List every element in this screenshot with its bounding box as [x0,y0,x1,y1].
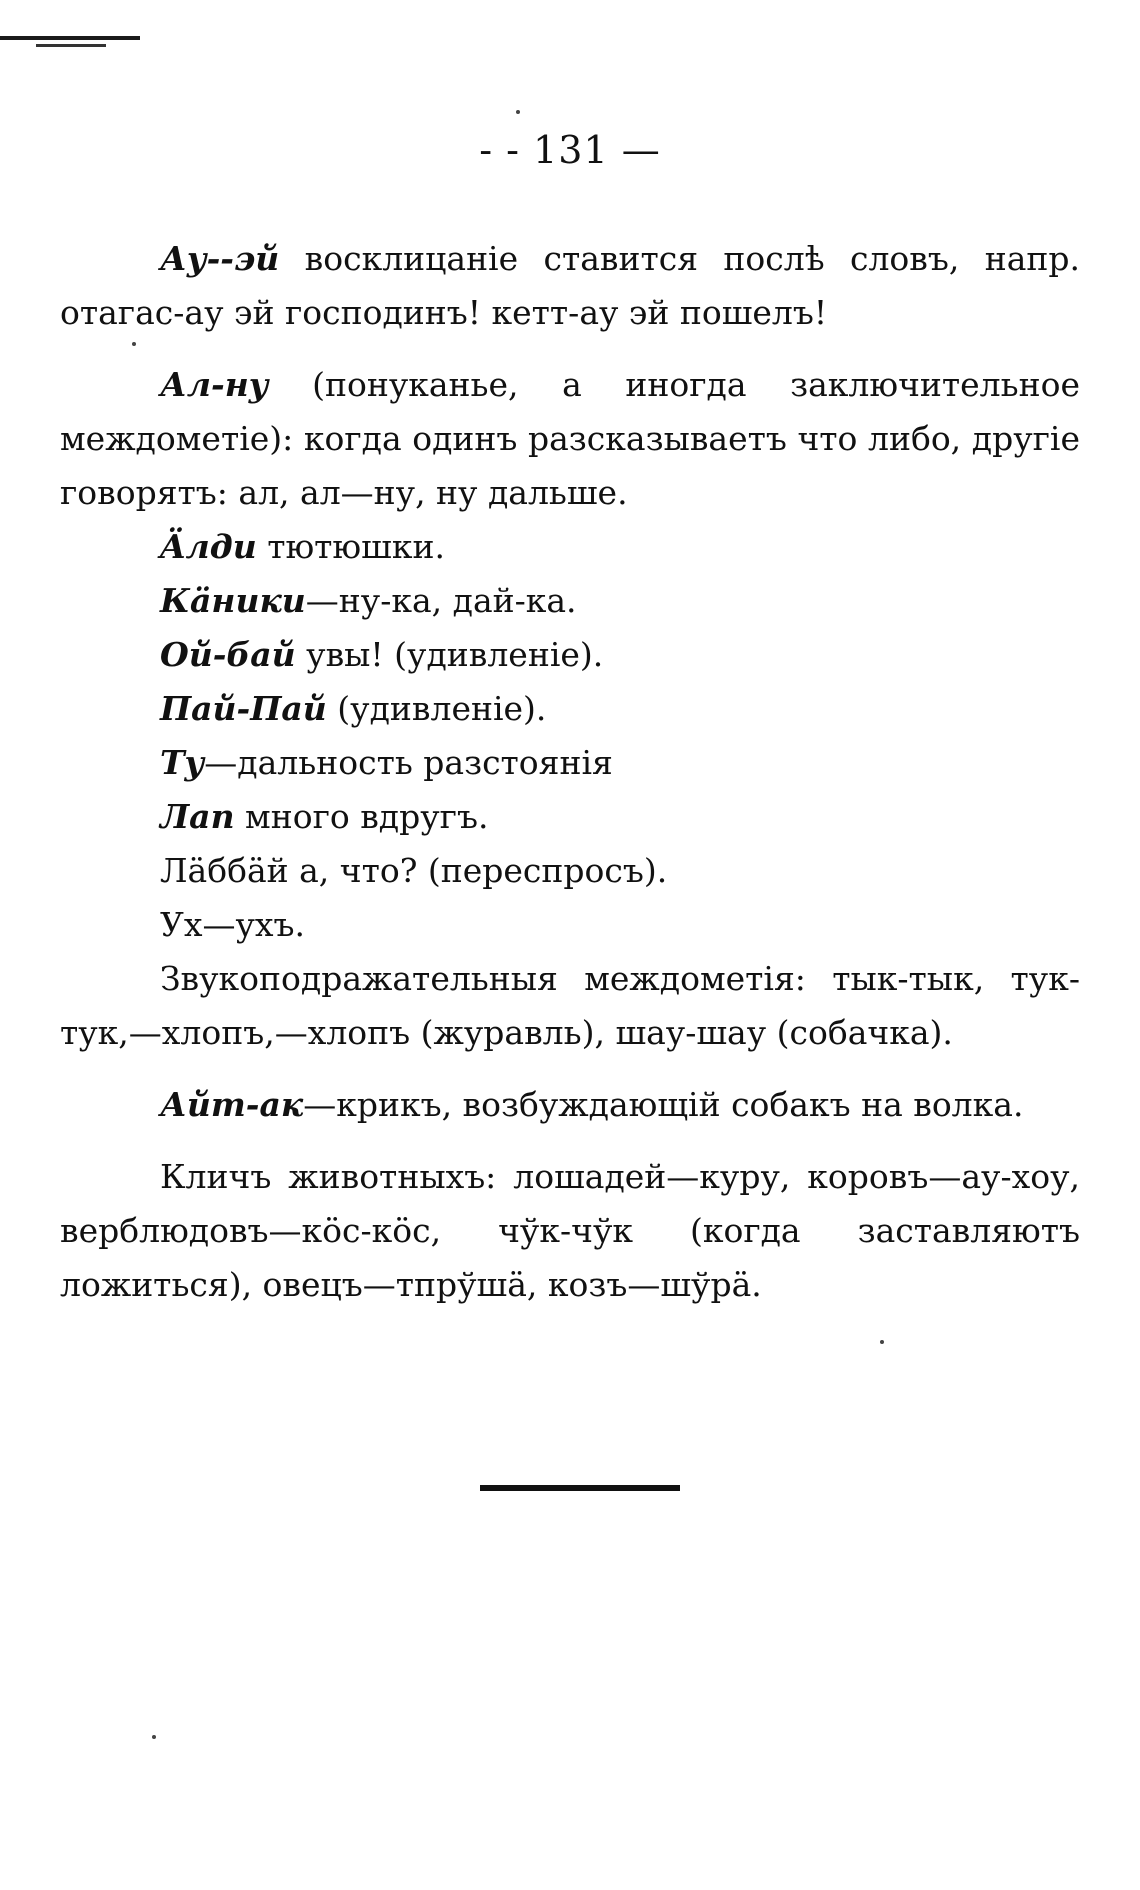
definition: много вдругъ. [234,797,489,836]
definition: —дальность разстоянія [204,743,613,782]
definition: Ух—ухъ. [160,905,305,944]
definition: (понуканье, а иногда заключительное междометіе): когда одинъ разсказываетъ что либо, другіе говорятъ: ал, ал—ну, ну дальше. [60,365,1080,512]
term: Айт-ак [160,1085,304,1124]
definition: —ну-ка, дай-ка. [305,581,577,620]
page-number: - - 131 — [479,128,661,172]
ink-speck [152,1735,156,1739]
definition: увы! (удивленіе). [295,635,604,674]
entry-pai-pai [60,682,1080,736]
paragraph-au-ei [60,232,1080,340]
entry-lap [60,790,1080,844]
end-rule [480,1485,680,1491]
entry-aldi [60,520,1080,574]
corner-ink-mark [0,36,140,40]
paragraph-ait-ak [60,1078,1080,1132]
definition: тютюшки. [256,527,445,566]
ink-speck [516,110,520,114]
paragraph-animal-calls [60,1150,1080,1312]
term: Лап [160,797,235,836]
term: Ой-бай [160,635,296,674]
entry-oi-bai [60,628,1080,682]
definition: (удивленіе). [326,689,547,728]
term: Кäники [160,581,306,620]
entry-tu [60,736,1080,790]
entry-kaniki [60,574,1080,628]
definition: Кличъ животныхъ: лошадей—куру, коровъ—ау-хоу, верблюдовъ—кöс-кöс, чўк-чўк (когда заставляютъ ложиться), овецъ—тпрўшä, козъ—шўрä. [60,1157,1080,1304]
ink-speck [132,342,136,346]
definition: —крикъ, возбуждающій собакъ на волка. [303,1085,1024,1124]
paragraph-onomatopoeia [60,952,1080,1060]
ink-speck [880,1340,884,1344]
definition: Лäббäй а, что? (переспросъ). [160,851,668,890]
main-text [60,232,1080,1312]
term: Ту [160,743,205,782]
definition: Звукоподражательныя междометія: тык-тык, тук-тук,—хлопъ,—хлопъ (журавль), шау-шау (собачка). [60,959,1080,1052]
term: Ал-ну [160,365,269,404]
term: Äлди [160,527,257,566]
paragraph-al-nu [60,358,1080,520]
entry-ukh [60,898,1080,952]
definition: восклицаніе ставится послѣ словъ, напр. отагас-ау эй господинъ! кетт-ау эй пошелъ! [60,239,1080,332]
corner-ink-mark-small [36,44,106,47]
entry-labbai [60,844,1080,898]
term: Пай-Пай [160,689,327,728]
term: Ау--эй [160,239,280,278]
